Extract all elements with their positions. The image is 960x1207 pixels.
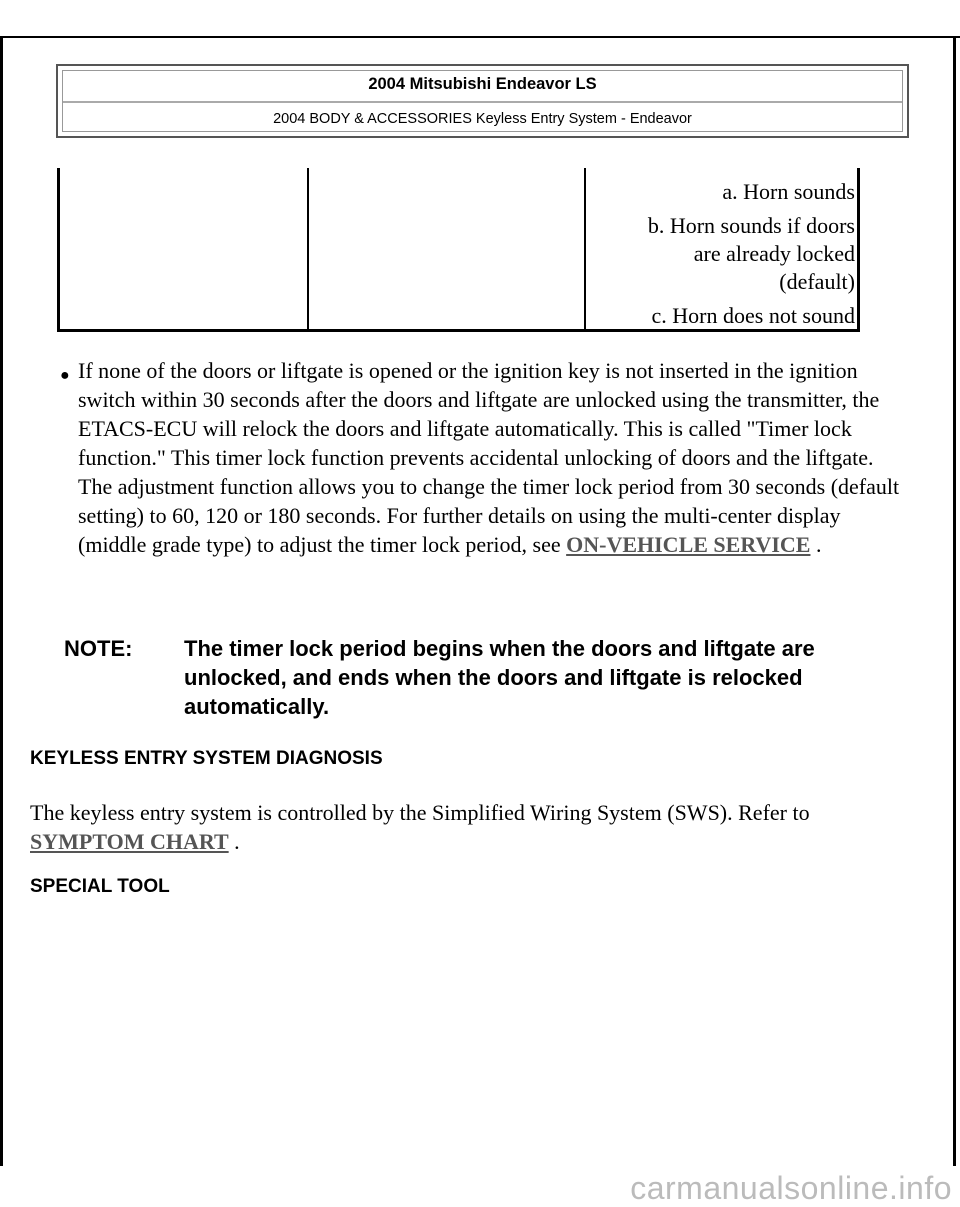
header-divider	[63, 101, 902, 103]
table-option-a	[585, 178, 855, 206]
table-column-divider	[307, 168, 309, 329]
timer-lock-paragraph	[78, 356, 908, 559]
section-heading-diagnosis: KEYLESS ENTRY SYSTEM DIAGNOSIS	[30, 748, 383, 769]
paragraph-tail: .	[228, 829, 240, 854]
paragraph-tail: .	[810, 532, 822, 557]
page-frame-left	[0, 36, 3, 1166]
document-header	[56, 64, 909, 138]
option-line: c. Horn does not sound	[651, 303, 855, 328]
table-option-c	[585, 302, 855, 330]
section-heading-special-tool: SPECIAL TOOL	[30, 876, 170, 897]
note-label: NOTE:	[64, 636, 133, 661]
document-title: 2004 Mitsubishi Endeavor LS	[368, 75, 597, 93]
table-option-b	[585, 212, 855, 296]
page-frame-top	[0, 36, 960, 38]
settings-table	[57, 168, 860, 332]
option-line: b. Horn sounds if doors	[647, 213, 855, 238]
option-line: a. Horn sounds	[722, 179, 855, 204]
document-header-inner	[62, 70, 903, 132]
document-subtitle: 2004 BODY & ACCESSORIES Keyless Entry System - Endeavor	[273, 111, 692, 127]
paragraph-text: The keyless entry system is controlled by the Simplified Wiring System (SWS). Refer to	[30, 800, 810, 825]
option-line: (default)	[779, 269, 855, 294]
paragraph-text: If none of the doors or liftgate is opened or the ignition key is not inserted in the ignition switch within 30 seconds after the doors and liftgate are unlocked using the transmitter, the ETACS-ECU will relock the doors and liftgate automatically. This is called "Timer lock function." This timer lock function prevents accidental unlocking of doors and the liftgate. The adjustment function allows you to change the timer lock period from 30 seconds (default setting) to 60, 120 or 180 seconds. For further details on using the multi-center display (middle grade type) to adjust the timer lock period, see	[78, 358, 900, 557]
bullet-dot-icon: ●	[60, 367, 70, 384]
note-text: The timer lock period begins when the doors and liftgate are unlocked, and ends when the doors and liftgate is relocked automatically.	[184, 636, 815, 719]
option-line: are already locked	[693, 241, 855, 266]
page-frame-right	[953, 36, 956, 1166]
diagnosis-paragraph	[30, 798, 910, 856]
watermark: carmanualsonline.info	[630, 1170, 952, 1206]
symptom-chart-link[interactable]: SYMPTOM CHART	[30, 829, 229, 854]
on-vehicle-service-link[interactable]: ON-VEHICLE SERVICE	[566, 532, 811, 557]
